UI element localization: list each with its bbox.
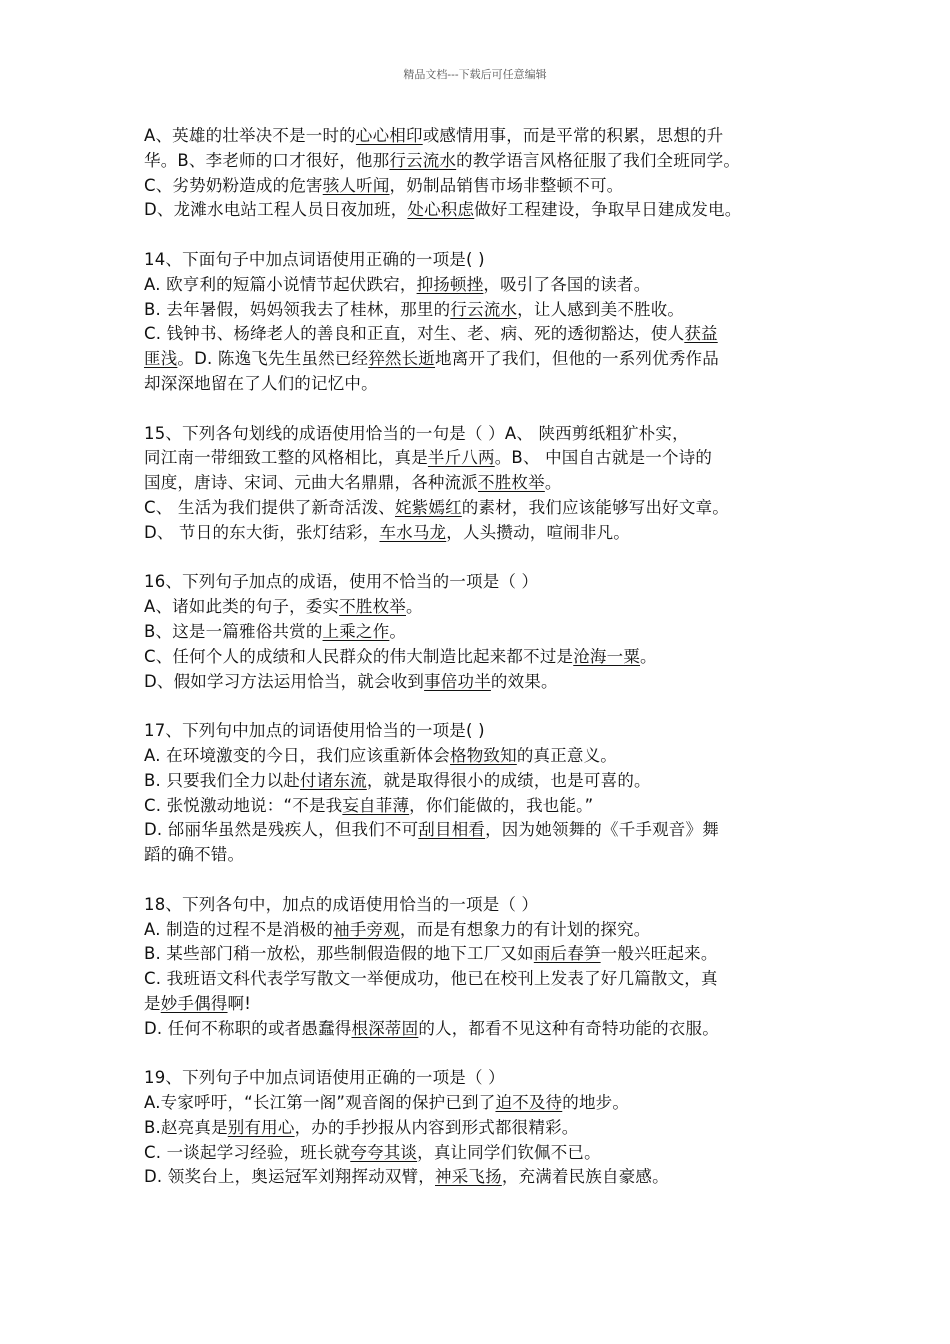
text-segment: 18、下列各句中，加点的成语使用恰当的一项是（ ） bbox=[144, 894, 539, 914]
text-segment: A、英雄的壮举决不是一时的 bbox=[144, 126, 356, 145]
text-line bbox=[144, 1141, 834, 1166]
text-line bbox=[144, 570, 834, 595]
text-line bbox=[144, 719, 834, 744]
text-segment: D、龙滩水电站工程人员日夜加班， bbox=[144, 200, 408, 220]
text-segment: C. 钱钟书、杨绛老人的善良和正直，对生、老、病、死的透彻豁达，使人 bbox=[144, 324, 685, 344]
underlined-idiom: 抑扬顿挫 bbox=[416, 274, 484, 294]
underlined-idiom: 妄自菲薄 bbox=[342, 795, 410, 815]
text-line bbox=[144, 298, 834, 323]
text-segment: C. 一谈起学习经验，班长就 bbox=[144, 1142, 351, 1162]
text-line bbox=[144, 149, 834, 174]
underlined-idiom: 根深蒂固 bbox=[351, 1018, 419, 1038]
text-segment: 。 bbox=[640, 646, 657, 666]
text-segment: B. 某些部门稍一放松，那些制假造假的地下工厂又如 bbox=[144, 944, 534, 964]
text-segment: B、这是一篇雅俗共赏的 bbox=[144, 621, 323, 641]
text-line bbox=[144, 1116, 834, 1141]
underlined-idiom: 神采飞扬 bbox=[435, 1167, 502, 1187]
text-line bbox=[144, 248, 834, 273]
text-segment: ，人头攒动，喧闹非凡。 bbox=[446, 522, 630, 542]
underlined-idiom: 获益 bbox=[684, 324, 718, 344]
text-line bbox=[144, 174, 834, 199]
text-segment: 国度，唐诗、宋词、元曲大名鼎鼎，各种流派 bbox=[144, 473, 478, 493]
text-segment: 。B、 中国自古就是一个诗的 bbox=[494, 448, 713, 468]
text-segment: 14、下面句子中加点词语使用正确的一项是( ) bbox=[144, 249, 485, 269]
underlined-idiom: 夸夸其谈 bbox=[350, 1142, 418, 1162]
underlined-idiom: 不胜枚举 bbox=[339, 597, 406, 617]
text-segment: 做好工程建设，争取早日建成发电。 bbox=[474, 200, 742, 220]
text-line bbox=[144, 595, 834, 620]
text-segment: 。D. 陈逸飞先生虽然已经 bbox=[177, 349, 369, 369]
text-segment: 16、下列句子加点的成语，使用不恰当的一项是（ ） bbox=[144, 572, 539, 592]
text-segment: 的地步。 bbox=[562, 1093, 630, 1113]
text-segment: ，充满着民族自豪感。 bbox=[501, 1167, 669, 1187]
text-segment: 。 bbox=[389, 621, 407, 641]
text-segment: D. 任何不称职的或者愚蠢得 bbox=[144, 1018, 352, 1038]
text-line bbox=[144, 620, 834, 645]
underlined-idiom: 半斤八两 bbox=[427, 448, 495, 468]
text-segment: A. 制造的过程不是消极的 bbox=[144, 919, 334, 939]
text-segment: D. 领奖台上，奥运冠军刘翔挥动双臂， bbox=[144, 1167, 435, 1187]
text-segment: 19、下列句子中加点词语使用正确的一项是（ ） bbox=[144, 1068, 505, 1088]
text-segment: 。 bbox=[406, 597, 423, 617]
text-segment: ，吸引了各国的读者。 bbox=[483, 274, 651, 294]
text-segment: ，办的手抄报从内容到形式都很精彩。 bbox=[294, 1117, 579, 1137]
text-segment: 蹈的确不错。 bbox=[144, 845, 245, 865]
question-block bbox=[144, 248, 834, 397]
text-line bbox=[144, 794, 834, 819]
text-line bbox=[144, 843, 834, 868]
text-segment: C、任何个人的成绩和人民群众的伟大制造比起来都不过是 bbox=[144, 646, 574, 666]
underlined-idiom: 迫不及待 bbox=[495, 1093, 563, 1113]
paragraph-gap bbox=[144, 546, 834, 571]
text-line bbox=[144, 967, 834, 992]
text-segment: ，你们能做的，我也能。” bbox=[409, 795, 594, 815]
text-segment: B. 只要我们全力以赴 bbox=[144, 770, 301, 790]
text-line bbox=[144, 1066, 834, 1091]
underlined-idiom: 骇人听闻 bbox=[322, 175, 390, 195]
text-line bbox=[144, 198, 834, 223]
question-block bbox=[144, 719, 834, 868]
underlined-idiom: 袖手旁观 bbox=[333, 919, 400, 939]
text-segment: 的真正意义。 bbox=[516, 745, 618, 765]
paragraph-gap bbox=[144, 868, 834, 893]
underlined-idiom: 猝然长逝 bbox=[368, 349, 436, 369]
underlined-idiom: 匪浅 bbox=[144, 349, 178, 369]
text-segment: D、假如学习方法运用恰当，就会收到 bbox=[144, 671, 425, 691]
text-segment: 的素材，我们应该能够写出好文章。 bbox=[461, 497, 729, 517]
text-line bbox=[144, 1091, 834, 1116]
text-line bbox=[144, 942, 834, 967]
text-segment: 是 bbox=[144, 993, 161, 1013]
text-segment: 。 bbox=[544, 473, 562, 493]
text-segment: 15、下列各句划线的成语使用恰当的一句是（ ）A、 陕西剪纸粗犷朴实， bbox=[144, 423, 689, 443]
text-segment: ，奶制品销售市场非整顿不可。 bbox=[389, 175, 624, 195]
text-line bbox=[144, 124, 834, 149]
underlined-idiom: 行云流水 bbox=[450, 299, 518, 319]
text-line bbox=[144, 322, 834, 347]
text-line bbox=[144, 521, 834, 546]
text-line bbox=[144, 1165, 834, 1190]
paragraph-gap bbox=[144, 1041, 834, 1066]
underlined-idiom: 妙手偶得 bbox=[160, 993, 228, 1013]
text-segment: A. 欧亨利的短篇小说情节起伏跌宕， bbox=[144, 274, 417, 294]
text-segment: ，而是有想象力的有计划的探究。 bbox=[399, 919, 651, 939]
text-line bbox=[144, 992, 834, 1017]
text-segment: 一般兴旺起来。 bbox=[600, 944, 718, 964]
text-line bbox=[144, 893, 834, 918]
text-segment: 同江南一带细致工整的风格相比，真是 bbox=[144, 448, 428, 468]
text-line bbox=[144, 496, 834, 521]
text-segment: C. 我班语文科代表学写散文一举便成功，他已在校刊上发表了好几篇散文，真 bbox=[144, 969, 718, 989]
paragraph-gap bbox=[144, 397, 834, 422]
text-segment: C、劣势奶粉造成的危害 bbox=[144, 175, 323, 195]
text-segment: ，真让同学们钦佩不已。 bbox=[417, 1142, 601, 1162]
question-block bbox=[144, 422, 834, 546]
question-options-block bbox=[144, 124, 834, 223]
text-segment: 啊! bbox=[227, 993, 252, 1013]
text-segment: ，让人感到美不胜收。 bbox=[517, 299, 685, 319]
underlined-idiom: 别有用心 bbox=[227, 1117, 295, 1137]
underlined-idiom: 格物致知 bbox=[450, 745, 517, 765]
underlined-idiom: 刮目相看 bbox=[418, 820, 486, 840]
text-segment: 地离开了我们，但他的一系列优秀作品 bbox=[435, 349, 719, 369]
text-segment: C. 张悦激动地说：“不是我 bbox=[144, 795, 343, 815]
text-segment: 华。B、李老师的口才很好，他那 bbox=[144, 150, 390, 170]
underlined-idiom: 车水马龙 bbox=[379, 522, 447, 542]
text-segment: 17、下列句中加点的词语使用恰当的一项是( ) bbox=[144, 721, 485, 741]
underlined-idiom: 不胜枚举 bbox=[478, 473, 545, 493]
text-segment: A.专家呼吁，“长江第一阁”观音阁的保护已到了 bbox=[144, 1093, 496, 1113]
paragraph-gap bbox=[144, 223, 834, 248]
text-line bbox=[144, 471, 834, 496]
underlined-idiom: 上乘之作 bbox=[322, 621, 390, 641]
text-line bbox=[144, 422, 834, 447]
underlined-idiom: 事倍功半 bbox=[424, 671, 491, 691]
text-segment: ，就是取得很小的成绩，也是可喜的。 bbox=[366, 770, 651, 790]
paragraph-gap bbox=[144, 694, 834, 719]
text-segment: D. 邰丽华虽然是残疾人，但我们不可 bbox=[144, 820, 419, 840]
underlined-idiom: 沧海一粟 bbox=[573, 646, 641, 666]
text-line bbox=[144, 645, 834, 670]
page-header: 精品文档---下载后可任意编辑 bbox=[403, 68, 547, 81]
underlined-idiom: 付诸东流 bbox=[300, 770, 367, 790]
text-line bbox=[144, 347, 834, 372]
text-segment: 或感情用事，而是平常的积累，思想的升 bbox=[422, 126, 724, 145]
underlined-idiom: 处心积虑 bbox=[407, 200, 475, 220]
question-block bbox=[144, 570, 834, 694]
question-block bbox=[144, 1066, 834, 1190]
text-segment: 却深深地留在了人们的记忆中。 bbox=[144, 373, 378, 393]
text-line bbox=[144, 372, 834, 397]
text-segment: 的教学语言风格征服了我们全班同学。 bbox=[456, 150, 741, 170]
text-segment: 的效果。 bbox=[490, 671, 558, 691]
text-line bbox=[144, 1017, 834, 1042]
underlined-idiom: 行云流水 bbox=[389, 150, 457, 170]
underlined-idiom: 心心相印 bbox=[355, 126, 423, 145]
text-segment: B.赵亮真是 bbox=[144, 1117, 228, 1137]
text-segment: D、 节日的东大街，张灯结彩， bbox=[144, 522, 380, 542]
text-segment: A、诸如此类的句子，委实 bbox=[144, 597, 340, 617]
text-line bbox=[144, 273, 834, 298]
text-segment: A. 在环境激变的今日，我们应该重新体会 bbox=[144, 745, 450, 765]
text-segment: C、 生活为我们提供了新奇活泼、 bbox=[144, 497, 395, 517]
document-body bbox=[144, 124, 834, 1190]
text-segment: ，因为她领舞的《千手观音》舞 bbox=[485, 820, 719, 840]
text-line bbox=[144, 918, 834, 943]
text-line bbox=[144, 446, 834, 471]
underlined-idiom: 姹紫嫣红 bbox=[394, 497, 462, 517]
underlined-idiom: 雨后春笋 bbox=[533, 944, 601, 964]
text-line bbox=[144, 670, 834, 695]
text-line bbox=[144, 744, 834, 769]
text-segment: 的人，都看不见这种有奇特功能的衣服。 bbox=[418, 1018, 719, 1038]
text-segment: B. 去年暑假，妈妈领我去了桂林，那里的 bbox=[144, 299, 451, 319]
question-block bbox=[144, 893, 834, 1042]
text-line bbox=[144, 818, 834, 843]
text-line bbox=[144, 769, 834, 794]
